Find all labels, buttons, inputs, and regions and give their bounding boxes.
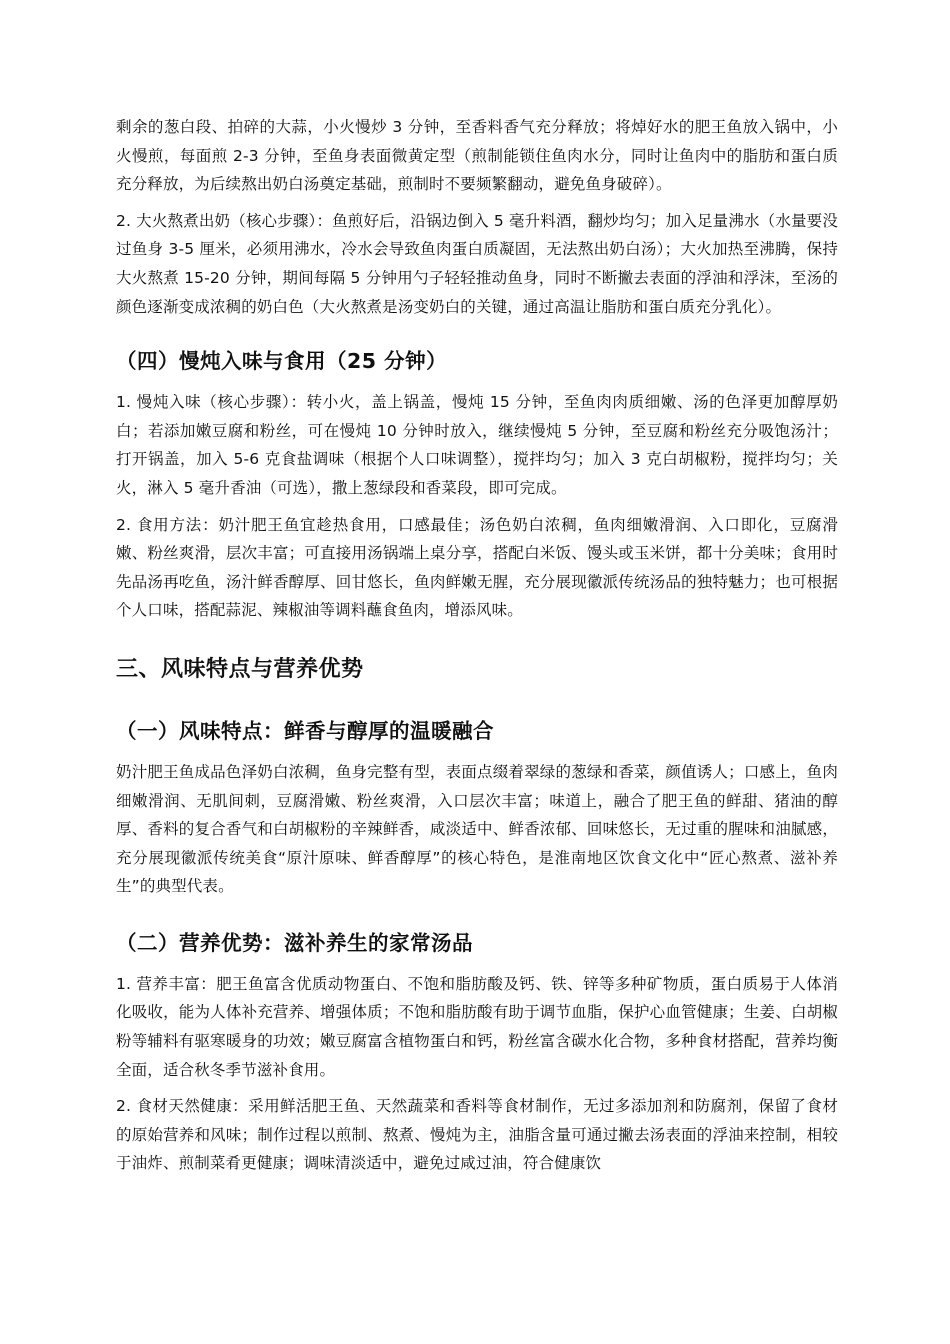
paragraph-serving-method: 2. 食用方法：奶汁肥王鱼宜趁热食用，口感最佳；汤色奶白浓稠，鱼肉细嫩滑润、入口即化，豆腐滑嫩、粉丝爽滑，层次丰富；可直接用汤锅端上桌分享，搭配白米饭、馒头或玉米饼，都十分美味；食用时先品汤再吃鱼，汤汁鲜香醇厚、回甘悠长，鱼肉鲜嫩无腥，充分展现徽派传统汤品的独特魅力；也可根据个人口味，搭配蒜泥、辣椒油等调料蘸食鱼肉，增添风味。 — [116, 515, 838, 620]
heading-slow-stew-and-serving: （四）慢炖入味与食用（25 分钟） — [116, 349, 448, 374]
heading-flavor-and-nutrition: 三、风味特点与营养优势 — [116, 656, 364, 682]
heading-flavor-features: （一）风味特点：鲜香与醇厚的温暖融合 — [116, 718, 494, 743]
paragraph-flavor-description: 奶汁肥王鱼成品色泽奶白浓稠，鱼身完整有型，表面点缀着翠绿的葱绿和香菜，颜值诱人；口感上，鱼肉细嫩滑润、无肌间刺，豆腐滑嫩、粉丝爽滑，入口层次丰富；味道上，融合了肥王鱼的鲜甜、猪油的醇厚、香料的复合香气和白胡椒粉的辛辣鲜香，咸淡适中、鲜香浓郁、回味悠长，无过重的腥味和油腻感，充分展现徽派传统美食“原汁原味、鲜香醇厚”的核心特色，是淮南地区饮食文化中“匠心熬煮、滋补养生”的典型代表。 — [116, 762, 838, 896]
paragraph-slow-stew: 1. 慢炖入味（核心步骤）：转小火，盖上锅盖，慢炖 15 分钟，至鱼肉肉质细嫩、汤的色泽更加醇厚奶白；若添加嫩豆腐和粉丝，可在慢炖 10 分钟时放入，继续慢炖 5 分钟，至豆腐和粉丝充分吸饱汤汁；打开锅盖，加入 5-6 克食盐调味（根据个人口味调整），搅拌均匀；加入 3 克白胡椒粉，搅拌均匀；关火，淋入 5 毫升香油（可选），撒上葱绿段和香菜段，即可完成。 — [116, 393, 838, 497]
document-body — [116, 113, 838, 1178]
heading-nutrition-advantages: （二）营养优势：滋补养生的家常汤品 — [116, 930, 473, 955]
paragraph-nutrition-rich: 1. 营养丰富：肥王鱼富含优质动物蛋白、不饱和脂肪酸及钙、铁、锌等多种矿物质，蛋白质易于人体消化吸收，能为人体补充营养、增强体质；不饱和脂肪酸有助于调节血脂，保护心血管健康；生姜、白胡椒粉等辅料有驱寒暖身的功效；嫩豆腐富含植物蛋白和钙，粉丝富含碳水化合物，多种食材搭配，营养均衡全面，适合秋冬季节滋补食用。 — [116, 974, 838, 1079]
paragraph-natural-ingredients: 2. 食材天然健康：采用鲜活肥王鱼、天然蔬菜和香料等食材制作，无过多添加剂和防腐剂，保留了食材的原始营养和风味；制作过程以煎制、熬煮、慢炖为主，油脂含量可通过撇去汤表面的浮油来控制，相较于油炸、煎制菜肴更健康；调味清淡适中，避免过咸过油，符合健康饮 — [116, 1097, 838, 1173]
paragraph-fish-frying: 剩余的葱白段、拍碎的大蒜，小火慢炒 3 分钟，至香料香气充分释放；将焯好水的肥王鱼放入锅中，小火慢煎，每面煎 2-3 分钟，至鱼身表面微黄定型（煎制能锁住鱼肉水分，同时让鱼肉中的脂肪和蛋白质充分释放，为后续熬出奶白汤奠定基础，煎制时不要频繁翻动，避免鱼身破碎）。 — [116, 118, 838, 194]
paragraph-boil-milky-soup: 2. 大火熬煮出奶（核心步骤）：鱼煎好后，沿锅边倒入 5 毫升料酒，翻炒均匀；加入足量沸水（水量要没过鱼身 3-5 厘米，必须用沸水，冷水会导致鱼肉蛋白质凝固，无法熬出奶白汤）；大火加热至沸腾，保持大火熬煮 15-20 分钟，期间每隔 5 分钟用勺子轻轻推动鱼身，同时不断撇去表面的浮油和浮沫，至汤的颜色逐渐变成浓稠的奶白色（大火熬煮是汤变奶白的关键，通过高温让脂肪和蛋白质充分乳化）。 — [116, 211, 838, 316]
